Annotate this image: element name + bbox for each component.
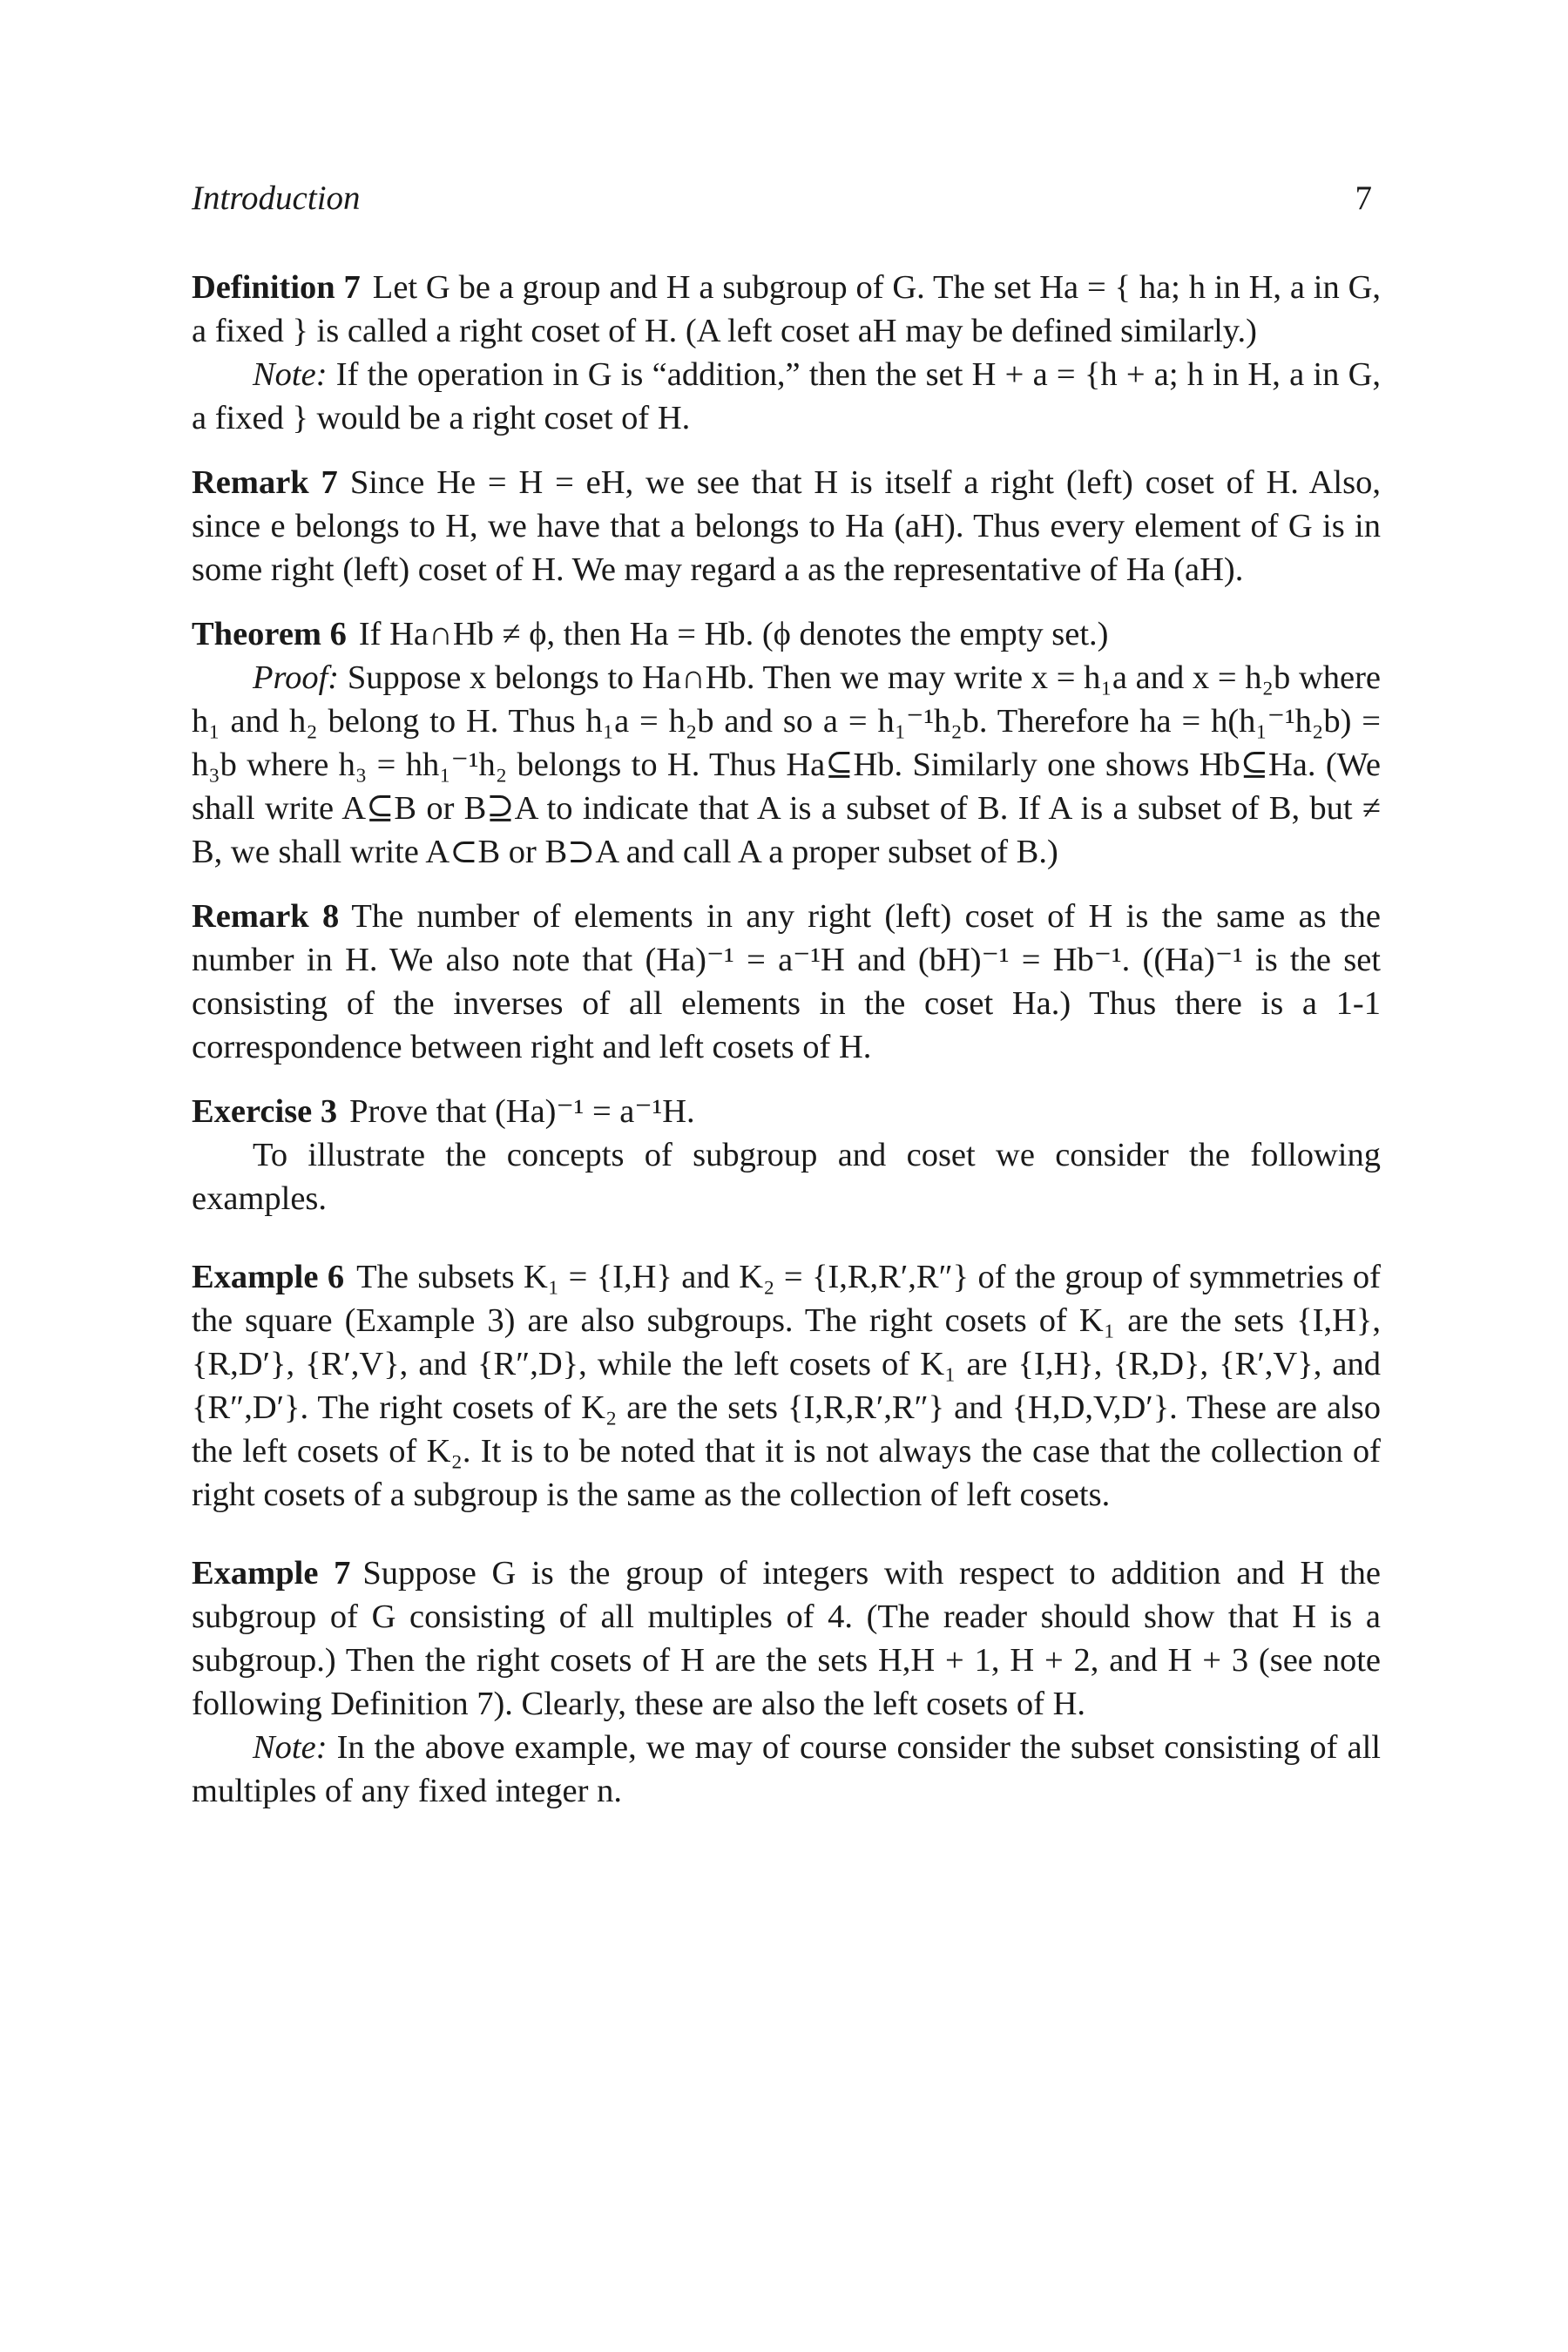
example-text: The subsets K₁ = {I,H} and K₂ = {I,R,R′,R″} of the group of symmetries of the square (Example 3) are also subgroups. The right cosets of K₁ are the sets {I,H}, {R,D′}, {R′,V}, and {R″,D}, while the left cosets of K₁ are {I,H}, {R,D}, {R′,V}, and {R″,D′}. The right cosets of K₂ are the sets {I,R,R′,R″} and {H,D,V,D′}. These are also the left cosets of K₂. It is to be noted that it is not always the case that the collection of right cosets of a subgroup is the same as the collection of left cosets. [192,1259,1381,1513]
example-label: Example 6 [192,1259,345,1295]
example-label: Example 7 [192,1555,351,1592]
proof-label: Proof: [253,659,340,696]
definition-text: Let G be a group and H a subgroup of G. The set Ha = { ha; h in H, a in G, a fixed } is called a right coset of H. (A left coset aH may be defined similarly.) [192,269,1381,349]
remark-label: Remark 7 [192,464,338,501]
note-text: In the above example, we may of course consider the subset consisting of all multiples of any fixed integer n. [192,1729,1382,1809]
note-text: If the operation in G is “addition,” then the set H + a = {h + a; h in H, a in G, a fixed } would be a right coset of H. [192,356,1381,436]
definition-note [192,353,1381,440]
exercise-label: Exercise 3 [192,1093,338,1130]
example-text: Suppose G is the group of integers with respect to addition and H the subgroup of G consisting of all multiples of 4. (The reader should show that H is a subgroup.) Then the right cosets of H are the sets H,H + 1, H + 2, and H + 3 (see note following Definition 7). Clearly, these are also the left cosets of H. [192,1555,1382,1722]
remark-7 [192,461,1381,591]
theorem-proof [192,656,1381,874]
exercise-3 [192,1090,1381,1133]
definition-label: Definition 7 [192,269,361,306]
note-label: Note: [253,1729,328,1766]
definition-7 [192,266,1381,353]
page-number: 7 [1355,179,1372,217]
example-7 [192,1551,1381,1726]
example-note [192,1726,1381,1813]
proof-text: Suppose x belongs to Ha∩Hb. Then we may write x = h₁a and x = h₂b where h₁ and h₂ belong to H. Thus h₁a = h₂b and so a = h₁⁻¹h₂b. Therefore ha = h(h₁⁻¹h₂b) = h₃b where h₃ = hh₁⁻¹h₂ belongs to H. Thus Ha⊆Hb. Similarly one shows Hb⊆Ha. (We shall write A⊆B or B⊇A to indicate that A is a subset of B. If A is a subset of B, but ≠ B, we shall write A⊂B or B⊃A and call A a proper subset of B.) [192,659,1381,870]
theorem-6 [192,612,1381,656]
examples-intro: To illustrate the concepts of subgroup and coset we consider the following examples. [192,1137,1381,1217]
remark-8 [192,895,1381,1069]
running-head: Introduction [192,179,361,217]
remark-label: Remark 8 [192,898,340,935]
remark-text: The number of elements in any right (left) coset of H is the same as the number in H. We also note that (Ha)⁻¹ = a⁻¹H and (bH)⁻¹ = Hb⁻¹. ((Ha)⁻¹ is the set consisting of the inverses of all elements in the coset Ha.) Thus there is a 1-1 correspondence between right and left cosets of H. [192,898,1381,1065]
remark-text: Since He = H = eH, we see that H is itself a right (left) coset of H. Also, since e belongs to H, we have that a belongs to Ha (aH). Thus every element of G is in some right (left) coset of H. We may regard a as the representative of Ha (aH). [192,464,1381,588]
note-label: Note: [253,356,328,393]
page-header [192,179,1381,231]
theorem-label: Theorem 6 [192,616,347,652]
example-6 [192,1255,1381,1517]
page-body [192,179,1381,1813]
exercise-text: Prove that (Ha)⁻¹ = a⁻¹H. [349,1093,695,1130]
theorem-text: If Ha∩Hb ≠ ϕ, then Ha = Hb. (ϕ denotes the empty set.) [358,616,1109,652]
